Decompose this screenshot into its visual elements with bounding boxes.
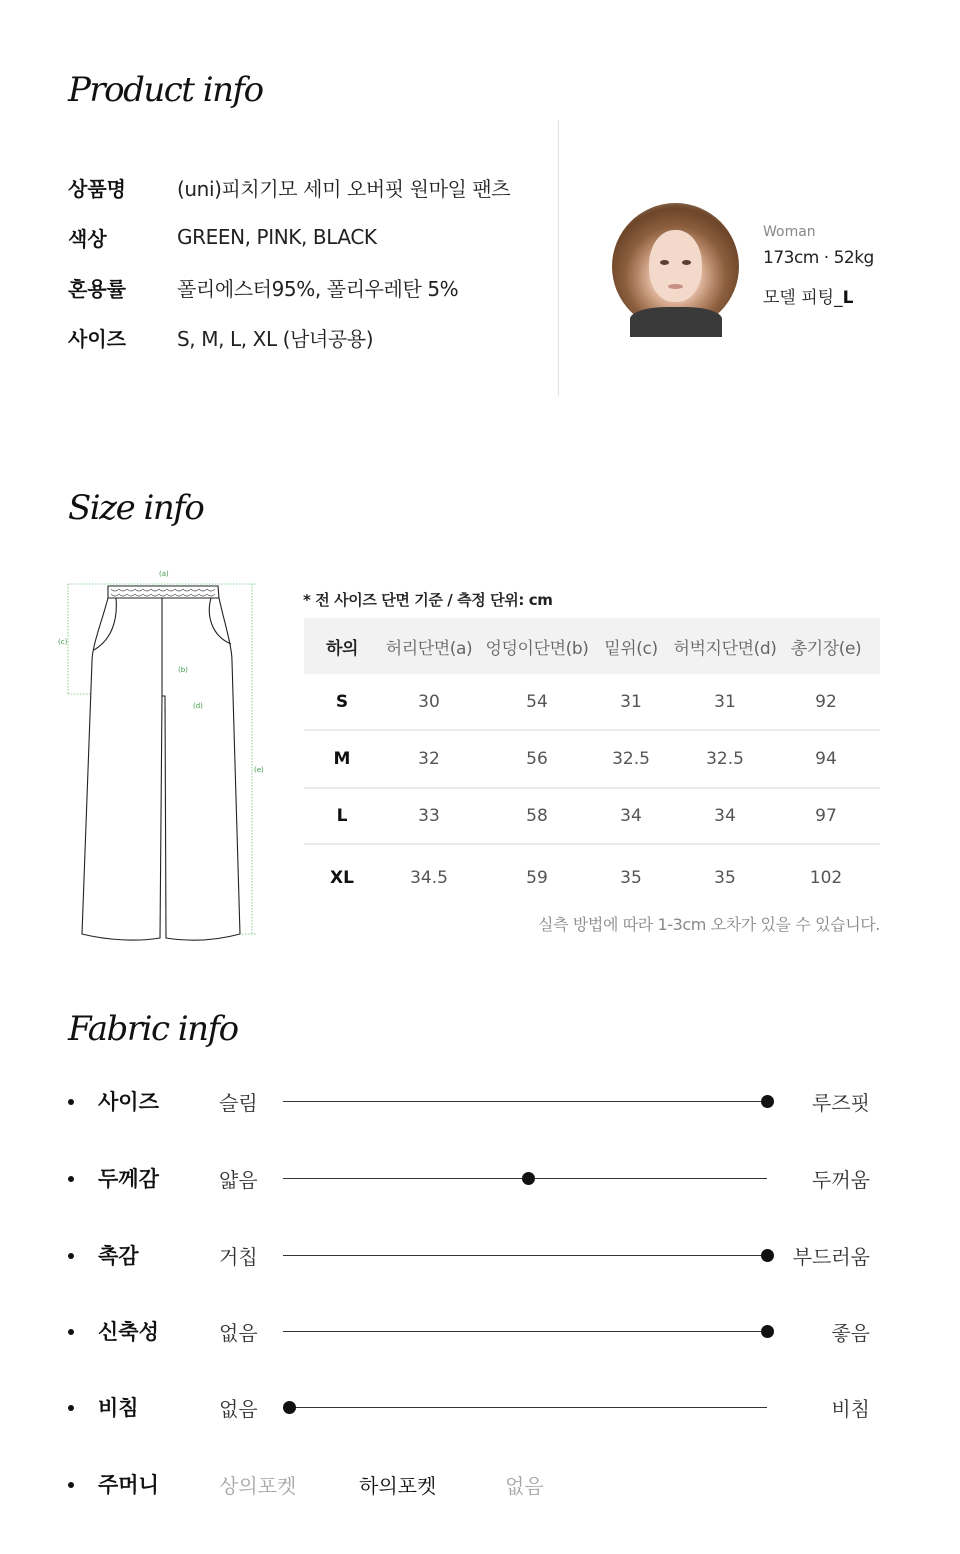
table-row (304, 789, 880, 845)
fabric-scale-track (283, 1101, 767, 1102)
eye-icon (682, 260, 691, 265)
label-b: (b) (178, 666, 188, 674)
size-row (68, 322, 373, 352)
model-gender-label: Woman (763, 224, 816, 240)
bullet-icon (68, 1329, 74, 1335)
size-label: 사이즈 (68, 326, 126, 351)
fabric-scale-max: 좋음 (831, 1321, 870, 1345)
model-avatar (612, 203, 739, 330)
model-face (649, 230, 702, 302)
pants-diagram (56, 566, 270, 950)
fabric-scale-stretch (0, 1314, 960, 1348)
lip-icon (668, 284, 683, 289)
eye-icon (660, 260, 669, 265)
table-cell: XL (330, 868, 354, 888)
fabric-scale-label: 촉감 (98, 1244, 139, 1268)
pocket-option-bottom: 하의포켓 (359, 1474, 437, 1498)
fabric-scale-track (283, 1255, 767, 1256)
model-fitting (763, 283, 853, 308)
color-row (68, 222, 377, 252)
fabric-scale-label: 두께감 (98, 1167, 159, 1191)
pants-outline (82, 586, 240, 940)
size-table-header (304, 618, 880, 674)
table-cell: 30 (418, 691, 440, 712)
fabric-scale-min: 없음 (219, 1321, 258, 1345)
fabric-scale-max: 두꺼움 (812, 1168, 870, 1192)
table-row (304, 674, 880, 731)
material-row (68, 272, 458, 302)
fabric-scale-label: 비침 (98, 1396, 139, 1420)
table-cell: 54 (526, 691, 548, 712)
table-cell: 32 (418, 749, 440, 769)
table-cell: 34 (714, 806, 736, 826)
table-cell: 58 (526, 806, 548, 826)
pocket-option-top: 상의포켓 (219, 1474, 297, 1498)
model-shirt (630, 307, 722, 337)
fabric-scale-touch (0, 1238, 960, 1272)
table-cell: 31 (620, 691, 642, 712)
table-cell: L (336, 806, 348, 826)
product-name-value: (uni)피치기모 세미 오버핏 원마일 팬츠 (177, 176, 511, 201)
fabric-scale-size (0, 1084, 960, 1118)
fabric-scale-min: 없음 (219, 1397, 258, 1421)
bullet-icon (68, 1253, 74, 1259)
material-value: 폴리에스터95%, 폴리우레탄 5% (177, 276, 459, 301)
table-cell: 34.5 (410, 868, 448, 888)
table-row (304, 845, 880, 911)
fabric-scale-track (283, 1331, 767, 1332)
table-cell: 32.5 (706, 749, 744, 769)
table-cell: 102 (809, 868, 843, 888)
fabric-scale-track (283, 1407, 767, 1408)
fabric-scale-label: 사이즈 (98, 1090, 159, 1114)
table-cell: M (333, 749, 351, 769)
fabric-scale-marker (522, 1172, 535, 1185)
header-cell: 총기장(e) (790, 638, 862, 659)
table-cell: 97 (815, 806, 837, 826)
bullet-icon (68, 1405, 74, 1411)
fabric-scale-marker (761, 1325, 774, 1338)
model-fit-size: L (842, 288, 854, 308)
header-cell: 하의 (325, 638, 359, 659)
size-info-title: Size info (68, 488, 204, 528)
color-value: GREEN, PINK, BLACK (177, 225, 377, 249)
fabric-scale-thickness (0, 1161, 960, 1195)
table-cell: 35 (620, 868, 642, 888)
fabric-info-title: Fabric info (68, 1009, 238, 1049)
table-cell: 59 (526, 868, 548, 888)
size-value: S, M, L, XL (남녀공용) (177, 326, 374, 351)
table-cell: 31 (714, 691, 736, 712)
header-cell: 허리단면(a) (385, 638, 473, 659)
label-c: (c) (58, 638, 68, 646)
fabric-scale-marker (761, 1095, 774, 1108)
table-cell: 56 (526, 749, 548, 769)
fabric-scale-marker (283, 1401, 296, 1414)
table-cell: 92 (815, 691, 837, 712)
pocket-option-none: 없음 (505, 1474, 544, 1498)
product-info-title: Product info (68, 70, 263, 110)
table-cell: 94 (815, 749, 837, 769)
table-row (304, 731, 880, 789)
model-fit-prefix: 모델 피팅_ (763, 288, 843, 308)
bullet-icon (68, 1099, 74, 1105)
vertical-divider (558, 120, 559, 396)
label-a: (a) (159, 570, 169, 578)
header-cell: 밑위(c) (604, 638, 658, 659)
fabric-scale-min: 거칩 (219, 1245, 258, 1269)
pocket-label: 주머니 (98, 1473, 159, 1497)
table-cell: 33 (418, 806, 440, 826)
bullet-icon (68, 1176, 74, 1182)
fabric-scale-min: 슬림 (219, 1091, 258, 1115)
fabric-scale-max: 부드러움 (792, 1245, 870, 1269)
size-note: * 전 사이즈 단면 기준 / 측정 단위: cm (303, 591, 553, 609)
table-cell: 35 (714, 868, 736, 888)
material-label: 혼용률 (68, 276, 126, 301)
label-d: (d) (193, 702, 203, 710)
label-e: (e) (254, 766, 264, 774)
color-label: 색상 (68, 226, 107, 251)
bullet-icon (68, 1482, 74, 1488)
header-cell: 허벅지단면(d) (673, 638, 777, 659)
header-cell: 엉덩이단면(b) (485, 638, 589, 659)
size-footnote: 실측 방법에 따라 1-3cm 오차가 있을 수 있습니다. (538, 915, 880, 934)
model-measurements: 173cm · 52kg (763, 248, 874, 268)
product-name-label: 상품명 (68, 176, 126, 201)
table-cell: 32.5 (612, 749, 650, 769)
product-name-row (68, 172, 510, 202)
fabric-scale-min: 얇음 (219, 1168, 258, 1192)
size-table (304, 618, 880, 911)
fabric-pocket-row (0, 1467, 960, 1501)
fabric-scale-marker (761, 1249, 774, 1262)
fabric-scale-max: 루즈핏 (812, 1091, 870, 1115)
table-cell: S (335, 691, 349, 712)
fabric-scale-sheer (0, 1390, 960, 1424)
fabric-scale-label: 신축성 (98, 1320, 159, 1344)
table-cell: 34 (620, 806, 642, 826)
fabric-scale-max: 비침 (831, 1397, 870, 1421)
